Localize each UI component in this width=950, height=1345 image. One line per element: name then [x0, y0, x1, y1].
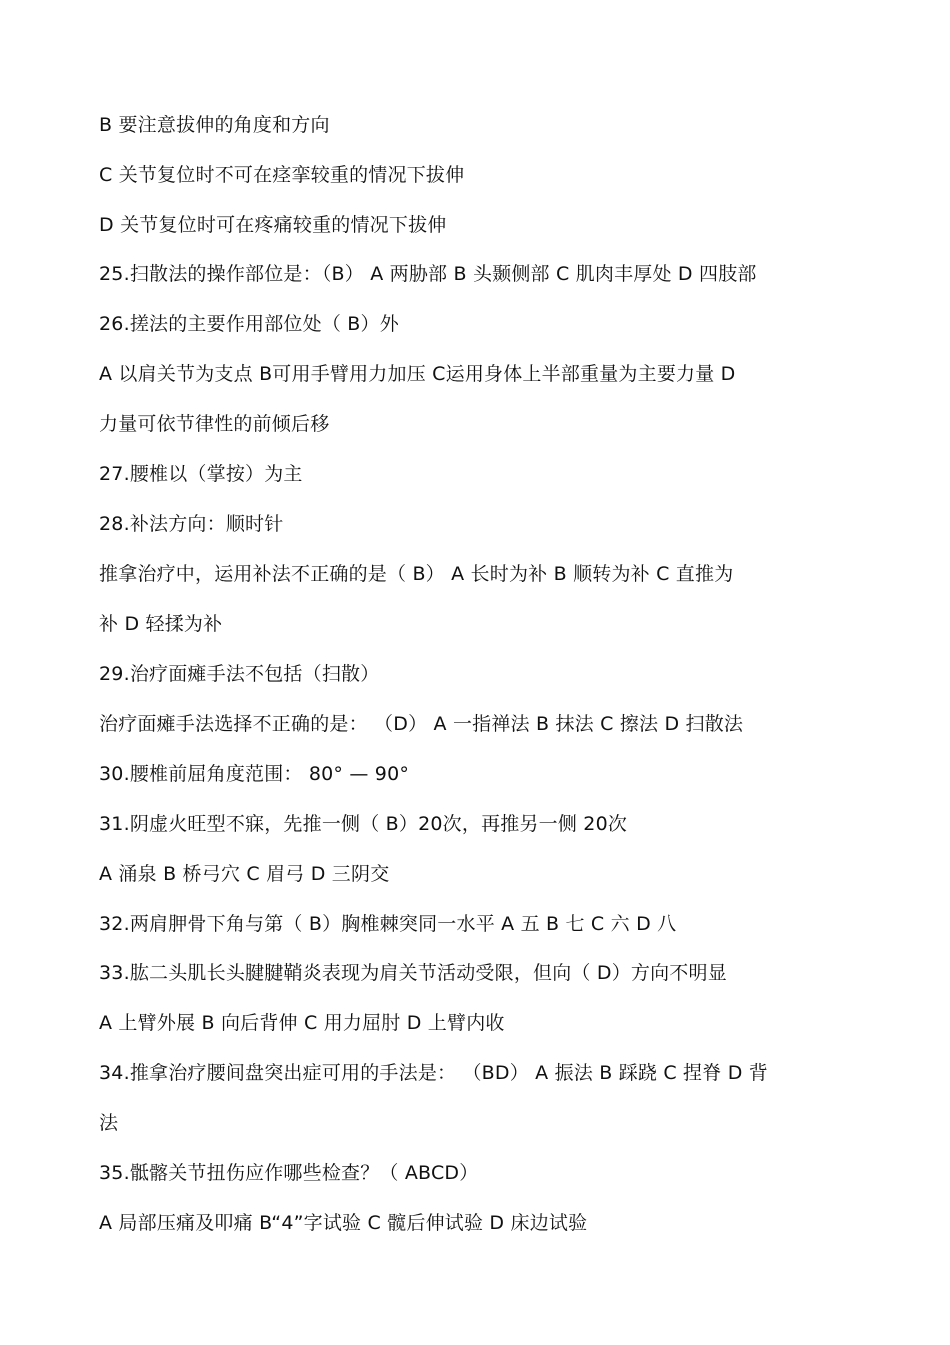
text-line: A 上臂外展 B 向后背伸 C 用力屈肘 D 上臂内收	[99, 1012, 505, 1034]
question-30: 30.腰椎前屈角度范围： 80° — 90°	[99, 763, 410, 785]
question-26: 26.搓法的主要作用部位处（ B）外	[99, 313, 399, 335]
text-line: D 关节复位时可在疼痛较重的情况下拔伸	[99, 214, 447, 236]
question-29: 29.治疗面瘫手法不包括（扫散）	[99, 663, 380, 685]
text-line: A 局部压痛及叩痛 B“4”字试验 C 髋后伸试验 D 床边试验	[99, 1212, 588, 1234]
text-line: 法	[99, 1112, 119, 1134]
question-28: 28.补法方向：顺时针	[99, 513, 284, 535]
question-25: 25.扫散法的操作部位是：（B） A 两胁部 B 头颞侧部 C 肌肉丰厚处 D 四肢部	[99, 263, 757, 285]
question-35: 35.骶髂关节扭伤应作哪些检查？（ ABCD）	[99, 1162, 479, 1184]
text-line: 推拿治疗中，运用补法不正确的是（ B） A 长时为补 B 顺转为补 C 直推为	[99, 563, 734, 585]
text-line: A 以肩关节为支点 B可用手臂用力加压 C运用身体上半部重量为主要力量 D	[99, 363, 736, 385]
question-27: 27.腰椎以（掌按）为主	[99, 463, 303, 485]
text-line: 治疗面瘫手法选择不正确的是： （D） A 一指禅法 B 抹法 C 擦法 D 扫散法	[99, 713, 744, 735]
text-line: C 关节复位时不可在痉挛较重的情况下拔伸	[99, 164, 465, 186]
question-32: 32.两肩胛骨下角与第（ B）胸椎棘突同一水平 A 五 B 七 C 六 D 八	[99, 913, 677, 935]
question-34: 34.推拿治疗腰间盘突出症可用的手法是： （BD） A 振法 B 踩跷 C 捏脊 D 背	[99, 1062, 768, 1084]
text-line: 力量可依节律性的前倾后移	[99, 413, 330, 435]
question-31: 31.阴虚火旺型不寐，先推一侧（ B）20次，再推另一侧 20次	[99, 813, 628, 835]
text-line: B 要注意拔伸的角度和方向	[99, 114, 330, 136]
text-line: 补 D 轻揉为补	[99, 613, 223, 635]
question-33: 33.肱二头肌长头腱腱鞘炎表现为肩关节活动受限，但向（ D）方向不明显	[99, 962, 727, 984]
text-line: A 涌泉 B 桥弓穴 C 眉弓 D 三阴交	[99, 863, 390, 885]
